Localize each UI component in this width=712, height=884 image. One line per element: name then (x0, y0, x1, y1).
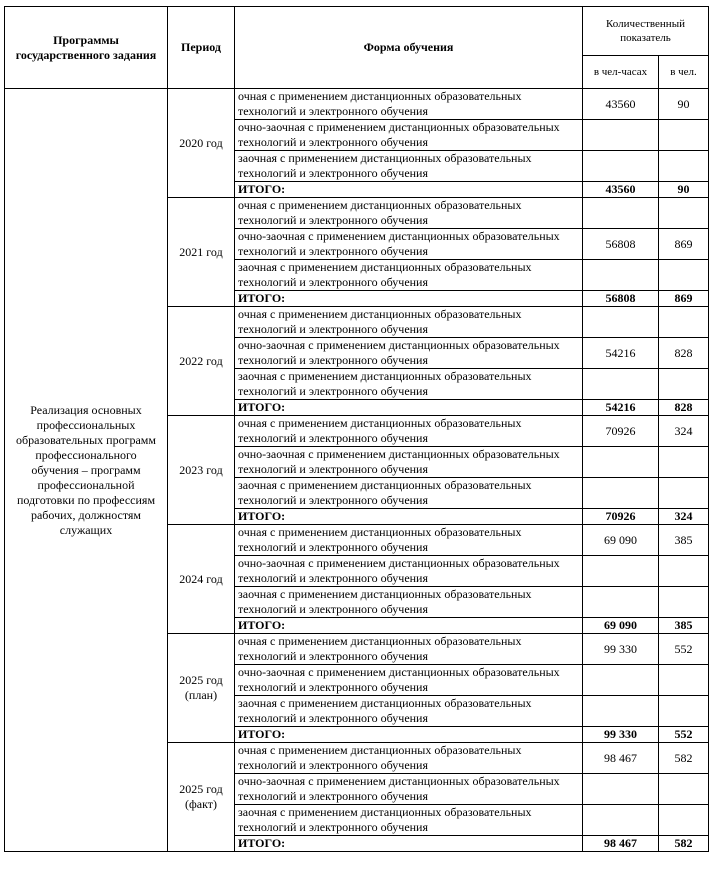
people-cell (659, 260, 709, 291)
hours-cell (583, 447, 659, 478)
total-hours: 98 467 (583, 836, 659, 852)
form-cell: заочная с применением дистанционных образовательных технологий и электронного обучения (235, 696, 583, 727)
people-cell (659, 307, 709, 338)
hours-cell (583, 260, 659, 291)
program-name: Реализация основных профессиональных образовательных программ профессионального обучения – программ профессиональной подготовки по профессиям рабочих, должностям служащих (5, 89, 168, 852)
hours-cell (583, 774, 659, 805)
total-hours: 56808 (583, 291, 659, 307)
total-hours: 54216 (583, 400, 659, 416)
hours-cell (583, 120, 659, 151)
period-cell: 2025 год (факт) (168, 743, 235, 852)
total-hours: 69 090 (583, 618, 659, 634)
hours-cell (583, 587, 659, 618)
total-label: ИТОГО: (235, 291, 583, 307)
total-label: ИТОГО: (235, 400, 583, 416)
hours-cell (583, 665, 659, 696)
total-label: ИТОГО: (235, 618, 583, 634)
form-cell: очно-заочная с применением дистанционных образовательных технологий и электронного обучения (235, 338, 583, 369)
period-cell: 2022 год (168, 307, 235, 416)
form-cell: очная с применением дистанционных образовательных технологий и электронного обучения (235, 525, 583, 556)
state-assignment-table (4, 6, 709, 852)
total-people: 385 (659, 618, 709, 634)
period-cell: 2025 год (план) (168, 634, 235, 743)
total-people: 828 (659, 400, 709, 416)
total-people: 324 (659, 509, 709, 525)
form-cell: очно-заочная с применением дистанционных образовательных технологий и электронного обучения (235, 120, 583, 151)
form-cell: заочная с применением дистанционных образовательных технологий и электронного обучения (235, 587, 583, 618)
total-people: 552 (659, 727, 709, 743)
total-people: 90 (659, 182, 709, 198)
hours-cell (583, 556, 659, 587)
hours-cell (583, 696, 659, 727)
people-cell: 90 (659, 89, 709, 120)
hours-cell (583, 151, 659, 182)
form-cell: очная с применением дистанционных образовательных технологий и электронного обучения (235, 89, 583, 120)
total-people: 582 (659, 836, 709, 852)
hours-cell: 54216 (583, 338, 659, 369)
hours-cell: 99 330 (583, 634, 659, 665)
header-indicator: Количественный показатель (583, 7, 709, 56)
form-cell: очная с применением дистанционных образовательных технологий и электронного обучения (235, 416, 583, 447)
hours-cell (583, 478, 659, 509)
header-form: Форма обучения (235, 7, 583, 89)
people-cell (659, 556, 709, 587)
hours-cell: 69 090 (583, 525, 659, 556)
people-cell (659, 120, 709, 151)
total-hours: 70926 (583, 509, 659, 525)
people-cell (659, 774, 709, 805)
hours-cell (583, 805, 659, 836)
people-cell: 385 (659, 525, 709, 556)
people-cell (659, 805, 709, 836)
total-label: ИТОГО: (235, 727, 583, 743)
people-cell (659, 369, 709, 400)
hours-cell: 43560 (583, 89, 659, 120)
form-cell: заочная с применением дистанционных образовательных технологий и электронного обучения (235, 260, 583, 291)
people-cell: 582 (659, 743, 709, 774)
people-cell: 552 (659, 634, 709, 665)
total-hours: 43560 (583, 182, 659, 198)
total-label: ИТОГО: (235, 509, 583, 525)
header-unit-people: в чел. (659, 56, 709, 89)
total-hours: 99 330 (583, 727, 659, 743)
form-cell: заочная с применением дистанционных образовательных технологий и электронного обучения (235, 369, 583, 400)
form-cell: очно-заочная с применением дистанционных образовательных технологий и электронного обучения (235, 774, 583, 805)
people-cell (659, 151, 709, 182)
form-cell: очно-заочная с применением дистанционных образовательных технологий и электронного обучения (235, 229, 583, 260)
table-row (5, 89, 709, 120)
period-cell: 2023 год (168, 416, 235, 525)
form-cell: заочная с применением дистанционных образовательных технологий и электронного обучения (235, 478, 583, 509)
period-cell: 2021 год (168, 198, 235, 307)
form-cell: очно-заочная с применением дистанционных образовательных технологий и электронного обучения (235, 665, 583, 696)
total-label: ИТОГО: (235, 836, 583, 852)
hours-cell (583, 369, 659, 400)
people-cell: 324 (659, 416, 709, 447)
form-cell: очная с применением дистанционных образовательных технологий и электронного обучения (235, 634, 583, 665)
period-cell: 2020 год (168, 89, 235, 198)
people-cell (659, 587, 709, 618)
table-body (5, 89, 709, 852)
header-program: Программы государственного задания (5, 7, 168, 89)
form-cell: заочная с применением дистанционных образовательных технологий и электронного обучения (235, 805, 583, 836)
hours-cell (583, 198, 659, 229)
people-cell (659, 478, 709, 509)
header-period: Период (168, 7, 235, 89)
people-cell (659, 198, 709, 229)
form-cell: очная с применением дистанционных образовательных технологий и электронного обучения (235, 198, 583, 229)
form-cell: очная с применением дистанционных образовательных технологий и электронного обучения (235, 307, 583, 338)
hours-cell: 98 467 (583, 743, 659, 774)
form-cell: очно-заочная с применением дистанционных образовательных технологий и электронного обучения (235, 447, 583, 478)
form-cell: очная с применением дистанционных образовательных технологий и электронного обучения (235, 743, 583, 774)
people-cell: 869 (659, 229, 709, 260)
people-cell: 828 (659, 338, 709, 369)
form-cell: очно-заочная с применением дистанционных образовательных технологий и электронного обучения (235, 556, 583, 587)
people-cell (659, 696, 709, 727)
hours-cell (583, 307, 659, 338)
total-label: ИТОГО: (235, 182, 583, 198)
people-cell (659, 447, 709, 478)
header-unit-hours: в чел-часах (583, 56, 659, 89)
form-cell: заочная с применением дистанционных образовательных технологий и электронного обучения (235, 151, 583, 182)
period-cell: 2024 год (168, 525, 235, 634)
total-people: 869 (659, 291, 709, 307)
people-cell (659, 665, 709, 696)
hours-cell: 56808 (583, 229, 659, 260)
hours-cell: 70926 (583, 416, 659, 447)
